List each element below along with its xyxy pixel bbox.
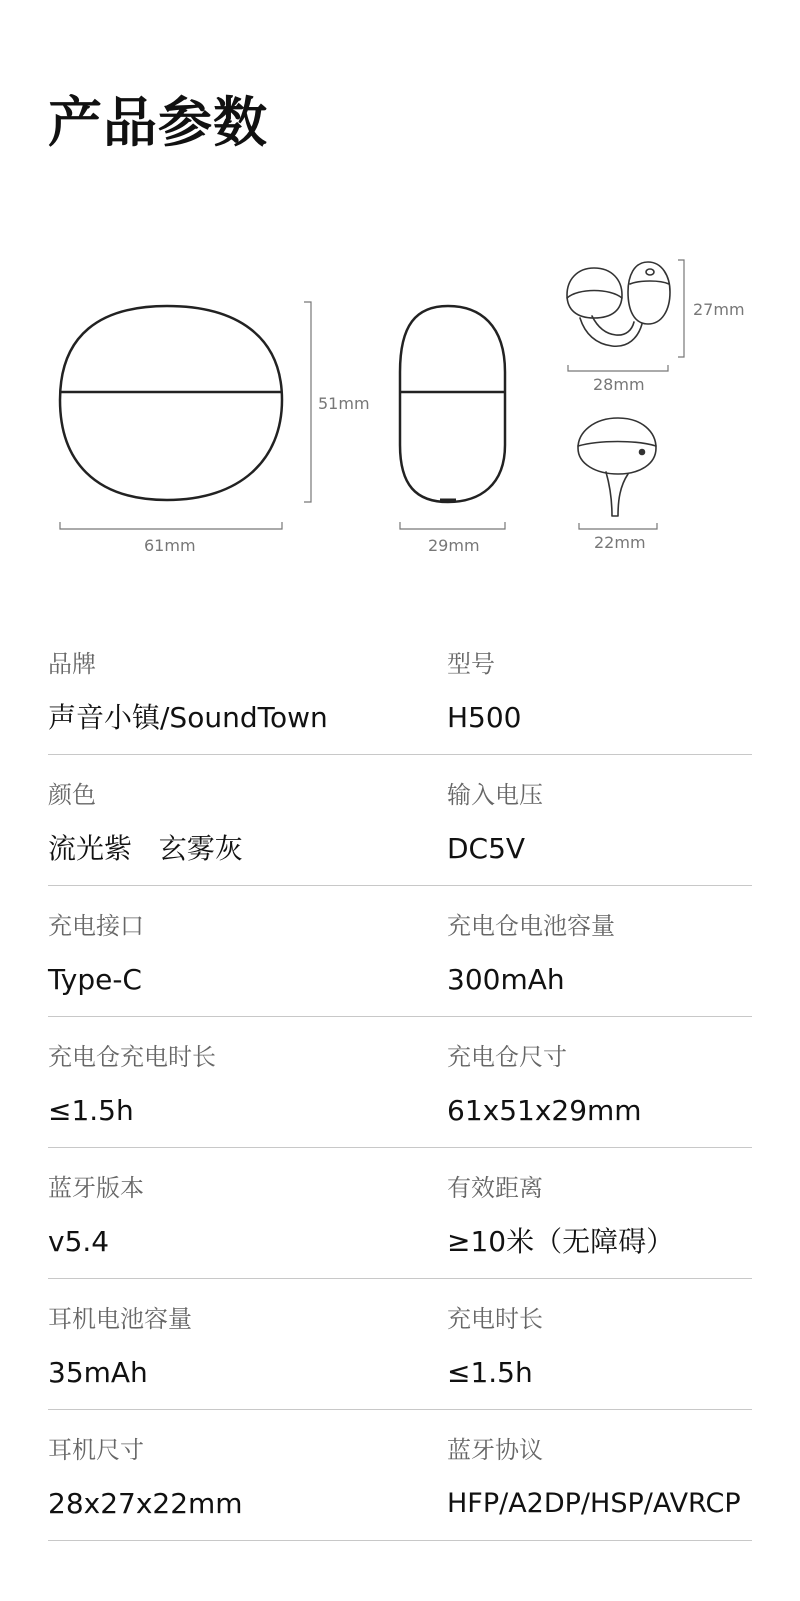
spec-value: ≤1.5h <box>48 1094 134 1127</box>
spec-value: ≥10米（无障碍） <box>447 1225 675 1258</box>
spec-value: 28x27x22mm <box>48 1487 243 1520</box>
spec-value: Type-C <box>48 963 142 996</box>
spec-label: 充电仓充电时长 <box>48 1043 216 1071</box>
spec-value: HFP/A2DP/HSP/AVRCP <box>447 1488 741 1519</box>
spec-value: ≤1.5h <box>447 1356 533 1389</box>
spec-label: 型号 <box>447 650 495 678</box>
spec-label: 耳机尺寸 <box>48 1436 144 1464</box>
spec-table <box>48 624 752 1541</box>
spec-label: 充电仓电池容量 <box>447 912 615 940</box>
dim-case-depth-line <box>400 522 505 529</box>
spec-row <box>48 1017 752 1148</box>
dim-case-height-label: 51mm <box>318 394 370 413</box>
dim-earbud-depth-line <box>579 523 657 529</box>
dim-case-height-line <box>304 302 311 502</box>
spec-value: 300mAh <box>447 963 565 996</box>
dimension-diagram <box>0 0 800 600</box>
spec-label: 蓝牙协议 <box>447 1436 543 1464</box>
earbud-side-hook-inner <box>592 316 634 335</box>
spec-label: 品牌 <box>48 650 96 678</box>
spec-value: 声音小镇/SoundTown <box>48 701 328 734</box>
spec-label: 输入电压 <box>447 781 543 809</box>
spec-row <box>48 886 752 1017</box>
spec-value: 流光紫 玄雾灰 <box>48 832 243 865</box>
dim-case-depth-label: 29mm <box>428 536 480 555</box>
earbud-front-band <box>578 442 656 447</box>
dim-case-width-line <box>60 522 282 529</box>
spec-value: H500 <box>447 701 522 734</box>
earbud-front-stem <box>606 472 628 516</box>
earbud-front-body <box>578 418 656 474</box>
dim-case-width-label: 61mm <box>144 536 196 555</box>
earbud-side-battery <box>628 262 670 324</box>
dim-earbud-width-line <box>568 365 668 371</box>
spec-label: 颜色 <box>48 781 96 809</box>
spec-row <box>48 1148 752 1279</box>
earbud-side-dot <box>646 269 654 275</box>
spec-value: 61x51x29mm <box>447 1094 642 1127</box>
dim-earbud-depth-label: 22mm <box>594 533 646 552</box>
earbud-side-speaker-band <box>567 291 622 299</box>
case-front-outline <box>60 306 282 500</box>
spec-label: 有效距离 <box>447 1174 543 1202</box>
spec-label: 充电接口 <box>48 912 144 940</box>
case-side-outline <box>400 306 505 502</box>
page-title: 产品参数 <box>48 91 268 154</box>
earbud-front-dot <box>640 450 645 455</box>
spec-label: 充电时长 <box>447 1305 543 1333</box>
earbud-side-battery-band <box>630 281 669 284</box>
spec-label: 蓝牙版本 <box>48 1174 144 1202</box>
spec-label: 充电仓尺寸 <box>447 1043 567 1071</box>
spec-row <box>48 1410 752 1541</box>
spec-value: v5.4 <box>48 1225 110 1258</box>
spec-row <box>48 1279 752 1410</box>
earbud-side-hook <box>580 318 642 346</box>
spec-row <box>48 755 752 886</box>
spec-value: DC5V <box>447 832 526 865</box>
spec-value: 35mAh <box>48 1356 148 1389</box>
dim-earbud-height-label: 27mm <box>693 300 745 319</box>
dim-earbud-width-label: 28mm <box>593 375 645 394</box>
dim-earbud-height-line <box>678 260 684 357</box>
spec-row <box>48 624 752 755</box>
dimension-drawing <box>0 0 800 600</box>
spec-label: 耳机电池容量 <box>48 1305 192 1333</box>
